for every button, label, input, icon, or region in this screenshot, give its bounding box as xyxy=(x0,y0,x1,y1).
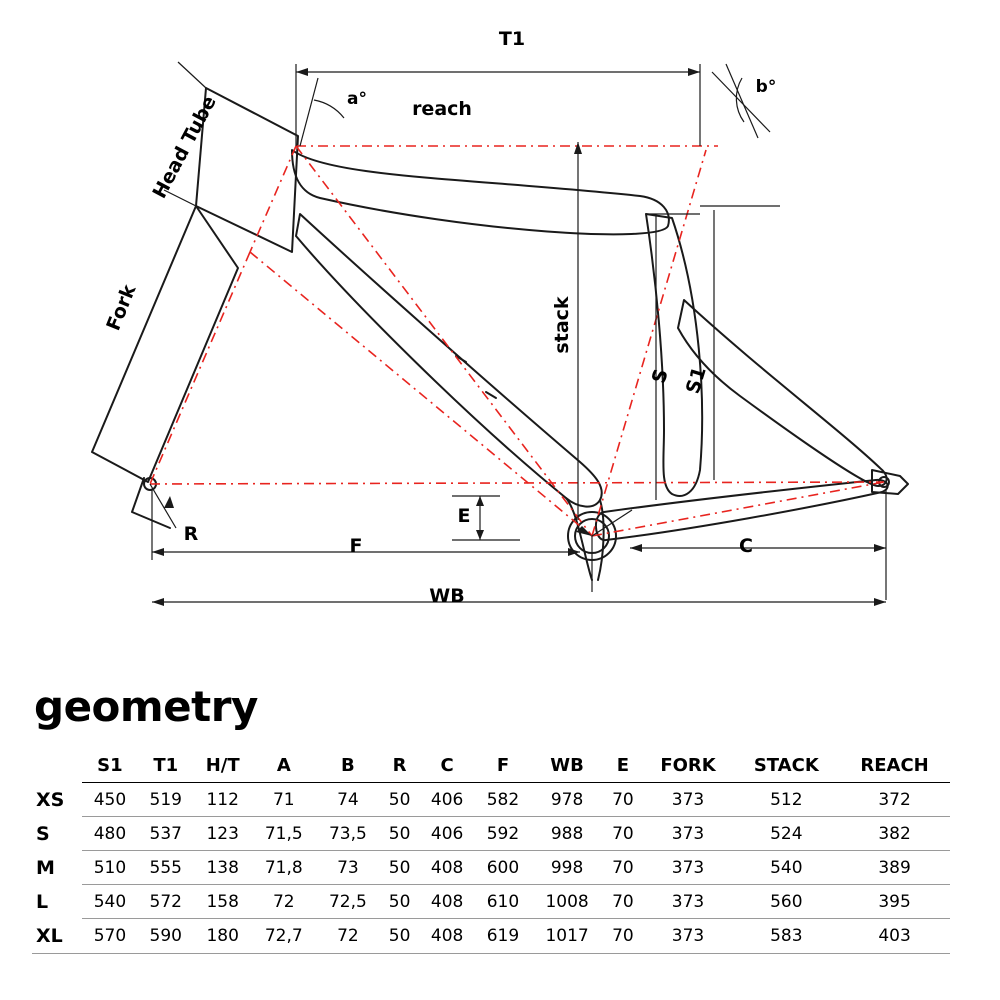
cell-wb: 988 xyxy=(531,817,603,851)
label-e: E xyxy=(457,505,471,527)
cell-ht: 123 xyxy=(194,817,252,851)
cell-a: 72 xyxy=(252,885,316,919)
cell-fork: 373 xyxy=(643,817,734,851)
cell-t1: 555 xyxy=(138,851,194,885)
table-row xyxy=(32,783,950,817)
cell-s1: 570 xyxy=(82,919,138,954)
cell-wb: 978 xyxy=(531,783,603,817)
col-header-reach: REACH xyxy=(839,749,950,783)
cell-a: 72,7 xyxy=(252,919,316,954)
cell-c: 408 xyxy=(419,851,475,885)
cell-f: 600 xyxy=(475,851,531,885)
cell-s1: 450 xyxy=(82,783,138,817)
geometry-section xyxy=(0,660,1000,954)
cell-stack: 512 xyxy=(734,783,840,817)
cell-r: 50 xyxy=(380,885,419,919)
cell-e: 70 xyxy=(603,851,642,885)
cell-fork: 373 xyxy=(643,783,734,817)
cell-ht: 180 xyxy=(194,919,252,954)
cell-stack: 524 xyxy=(734,817,840,851)
table-row xyxy=(32,885,950,919)
cell-r: 50 xyxy=(380,817,419,851)
cell-t1: 590 xyxy=(138,919,194,954)
label-s: S xyxy=(647,366,673,387)
cell-t1: 537 xyxy=(138,817,194,851)
col-header-fork: FORK xyxy=(643,749,734,783)
label-c: C xyxy=(739,535,753,557)
cell-stack: 560 xyxy=(734,885,840,919)
col-header-r: R xyxy=(380,749,419,783)
cell-fork: 373 xyxy=(643,885,734,919)
cell-e: 70 xyxy=(603,783,642,817)
cell-t1: 519 xyxy=(138,783,194,817)
cell-fork: 373 xyxy=(643,919,734,954)
cell-e: 70 xyxy=(603,919,642,954)
label-wb: WB xyxy=(429,585,465,607)
geometry-title: geometry xyxy=(34,682,258,731)
cell-a: 71,8 xyxy=(252,851,316,885)
col-header-size xyxy=(32,749,82,783)
cell-stack: 540 xyxy=(734,851,840,885)
cell-stack: 583 xyxy=(734,919,840,954)
label-angle-a: a° xyxy=(347,89,367,109)
table-row xyxy=(32,919,950,954)
table-row xyxy=(32,851,950,885)
col-header-s1: S1 xyxy=(82,749,138,783)
cell-c: 406 xyxy=(419,783,475,817)
cell-e: 70 xyxy=(603,817,642,851)
cell-b: 72 xyxy=(316,919,380,954)
label-stack: stack xyxy=(551,296,573,354)
cell-f: 582 xyxy=(475,783,531,817)
cell-f: 592 xyxy=(475,817,531,851)
cell-ht: 158 xyxy=(194,885,252,919)
diagram-labels xyxy=(102,28,776,607)
row-size-label: XS xyxy=(36,788,65,811)
cell-s1: 480 xyxy=(82,817,138,851)
red-centerline-geometry xyxy=(150,146,884,536)
cell-reach: 382 xyxy=(839,817,950,851)
cell-c: 406 xyxy=(419,817,475,851)
cell-b: 73 xyxy=(316,851,380,885)
cell-a: 71,5 xyxy=(252,817,316,851)
label-reach: reach xyxy=(412,98,472,120)
cell-reach: 389 xyxy=(839,851,950,885)
cell-b: 72,5 xyxy=(316,885,380,919)
cell-c: 408 xyxy=(419,919,475,954)
geometry-table xyxy=(32,749,950,954)
cell-wb: 1008 xyxy=(531,885,603,919)
cell-wb: 998 xyxy=(531,851,603,885)
cell-s1: 510 xyxy=(82,851,138,885)
label-angle-b: b° xyxy=(755,77,777,97)
col-header-t1: T1 xyxy=(138,749,194,783)
cell-fork: 373 xyxy=(643,851,734,885)
table-header-row xyxy=(32,749,950,783)
cell-t1: 572 xyxy=(138,885,194,919)
cell-r: 50 xyxy=(380,783,419,817)
cell-f: 610 xyxy=(475,885,531,919)
cell-s1: 540 xyxy=(82,885,138,919)
cell-b: 73,5 xyxy=(316,817,380,851)
cell-e: 70 xyxy=(603,885,642,919)
cell-r: 50 xyxy=(380,919,419,954)
col-header-stack: STACK xyxy=(734,749,840,783)
cell-ht: 138 xyxy=(194,851,252,885)
col-header-a: A xyxy=(252,749,316,783)
label-fork: Fork xyxy=(102,281,141,334)
cell-a: 71 xyxy=(252,783,316,817)
cell-f: 619 xyxy=(475,919,531,954)
cell-c: 408 xyxy=(419,885,475,919)
label-r: R xyxy=(183,523,199,545)
col-header-f: F xyxy=(475,749,531,783)
cell-wb: 1017 xyxy=(531,919,603,954)
col-header-ht: H/T xyxy=(194,749,252,783)
label-head-tube: Head Tube xyxy=(148,92,221,203)
cell-b: 74 xyxy=(316,783,380,817)
col-header-e: E xyxy=(603,749,642,783)
table-row xyxy=(32,817,950,851)
cell-reach: 395 xyxy=(839,885,950,919)
label-t1: T1 xyxy=(498,28,526,50)
row-size-label: L xyxy=(36,890,49,913)
col-header-wb: WB xyxy=(531,749,603,783)
col-header-c: C xyxy=(419,749,475,783)
cell-r: 50 xyxy=(380,851,419,885)
dimension-lines xyxy=(150,62,886,606)
cell-ht: 112 xyxy=(194,783,252,817)
row-size-label: XL xyxy=(32,919,82,954)
label-f: F xyxy=(349,535,363,557)
col-header-b: B xyxy=(316,749,380,783)
row-size-label: S xyxy=(36,822,50,845)
cell-reach: 372 xyxy=(839,783,950,817)
cell-reach: 403 xyxy=(839,919,950,954)
label-s1: S1 xyxy=(681,364,711,397)
row-size-label: M xyxy=(36,856,55,879)
